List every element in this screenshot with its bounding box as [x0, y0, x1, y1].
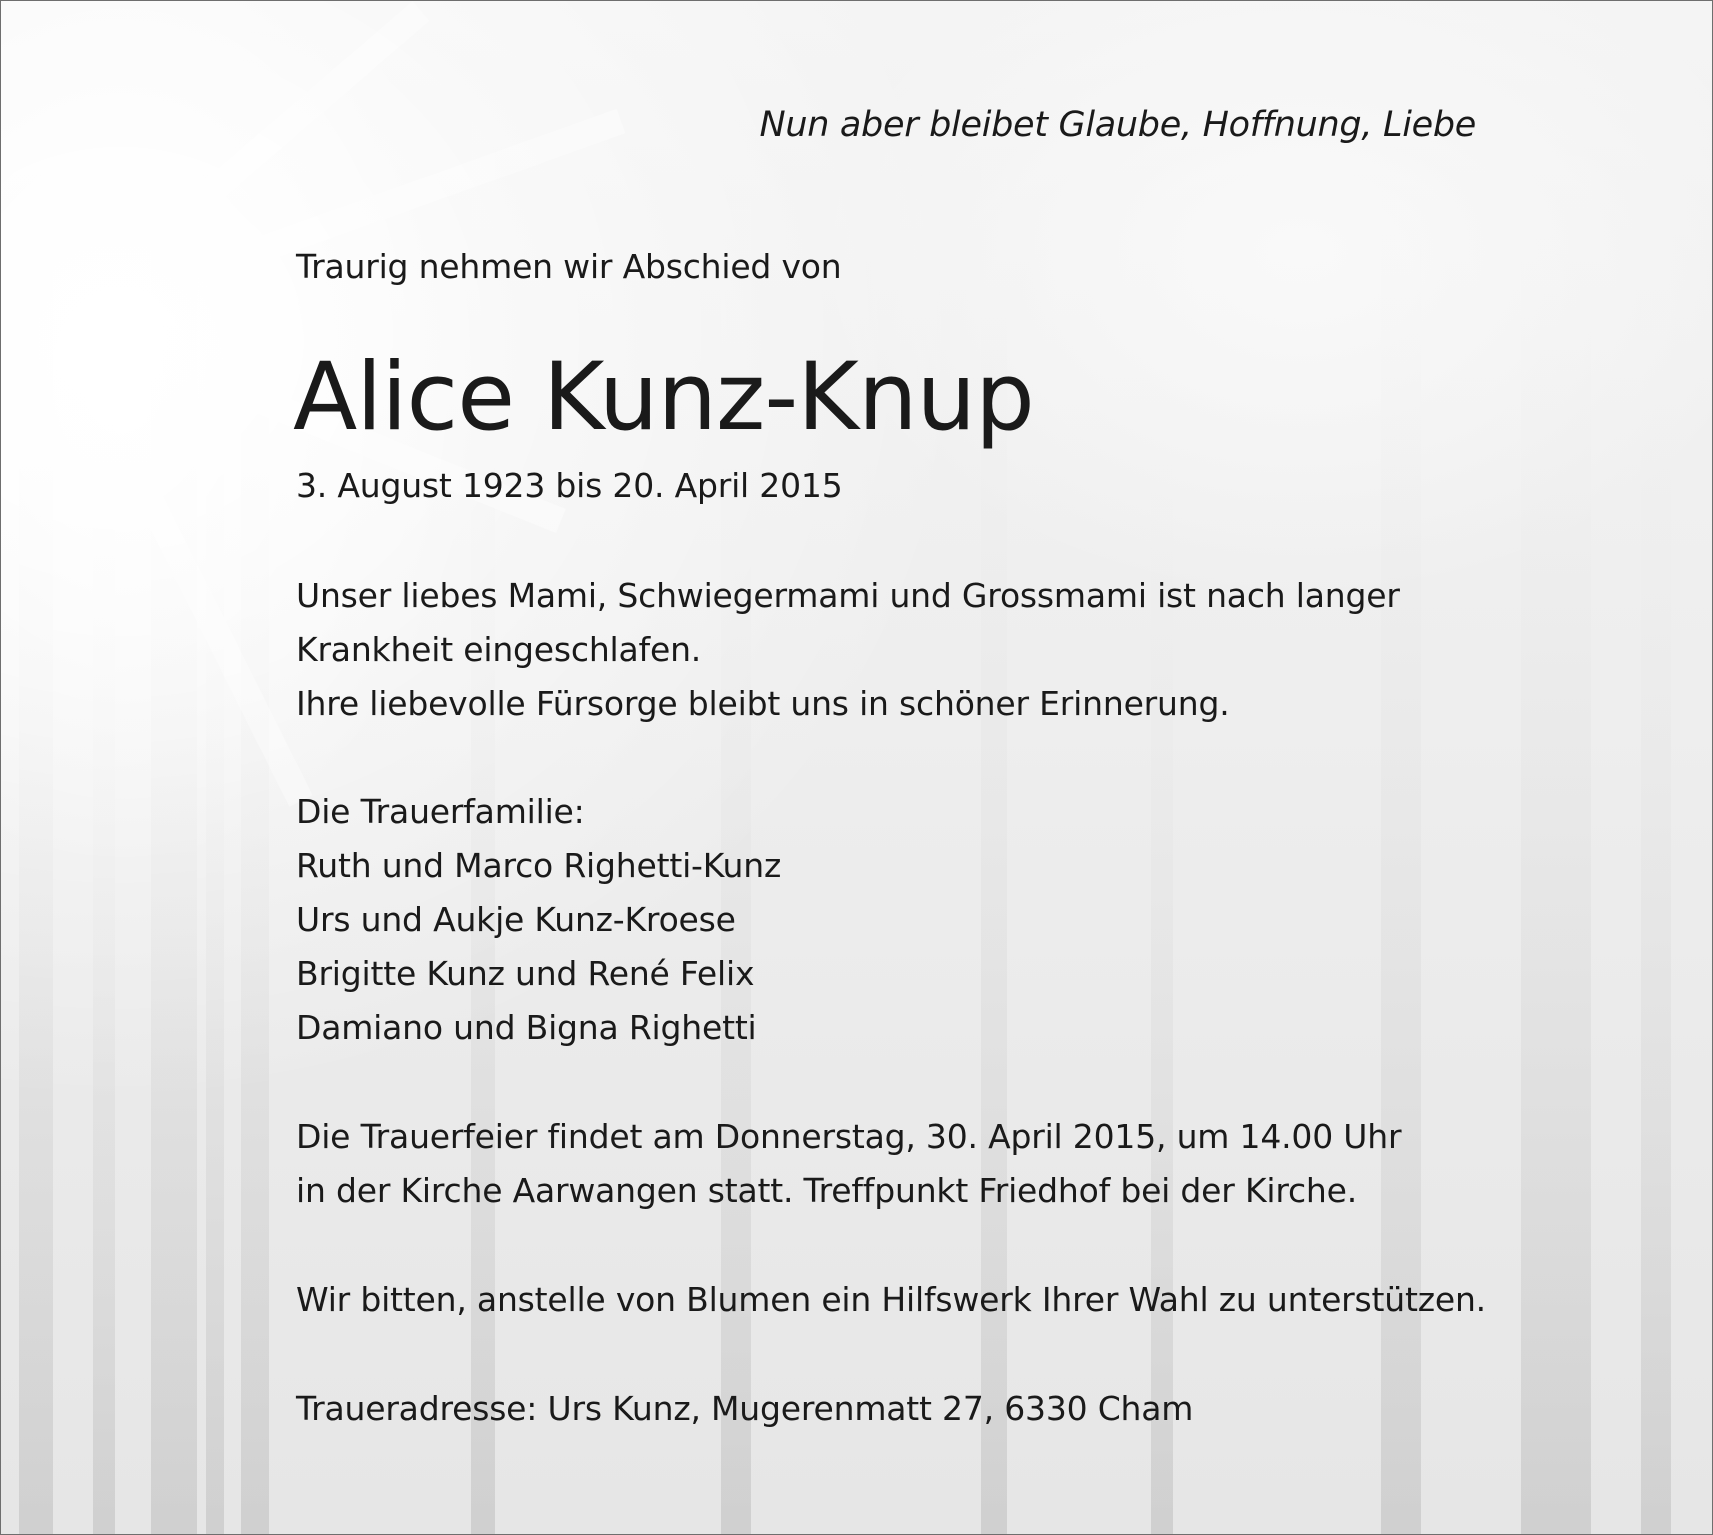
- family-member: Damiano und Bigna Righetti: [296, 1008, 757, 1047]
- intro-line: Traurig nehmen wir Abschied von: [296, 247, 842, 286]
- life-dates: 3. August 1923 bis 20. April 2015: [296, 466, 843, 505]
- service-info: [296, 1110, 1401, 1218]
- family-member: Ruth und Marco Righetti-Kunz: [296, 846, 782, 885]
- donation-request: Wir bitten, anstelle von Blumen ein Hilfswerk Ihrer Wahl zu unterstützen.: [296, 1280, 1486, 1319]
- message-line: Ihre liebevolle Fürsorge bleibt uns in schöner Erinnerung.: [296, 684, 1230, 723]
- deceased-name: Alice Kunz-Knup: [293, 343, 1034, 452]
- message-paragraph: [296, 569, 1400, 731]
- service-line: Die Trauerfeier findet am Donnerstag, 30. April 2015, um 14.00 Uhr: [296, 1117, 1402, 1156]
- message-line: Unser liebes Mami, Schwiegermami und Grossmami ist nach langer: [296, 576, 1400, 615]
- mourning-address: Traueradresse: Urs Kunz, Mugerenmatt 27, 6330 Cham: [296, 1389, 1194, 1428]
- motto-verse: Nun aber bleibet Glaube, Hoffnung, Liebe: [759, 105, 1476, 145]
- family-member: Urs und Aukje Kunz-Kroese: [296, 900, 736, 939]
- family-member: Brigitte Kunz und René Felix: [296, 954, 755, 993]
- message-line: Krankheit eingeschlafen.: [296, 630, 702, 669]
- family-list: [296, 839, 781, 1055]
- family-heading: Die Trauerfamilie:: [296, 792, 585, 831]
- service-line: in der Kirche Aarwangen statt. Treffpunkt Friedhof bei der Kirche.: [296, 1171, 1358, 1210]
